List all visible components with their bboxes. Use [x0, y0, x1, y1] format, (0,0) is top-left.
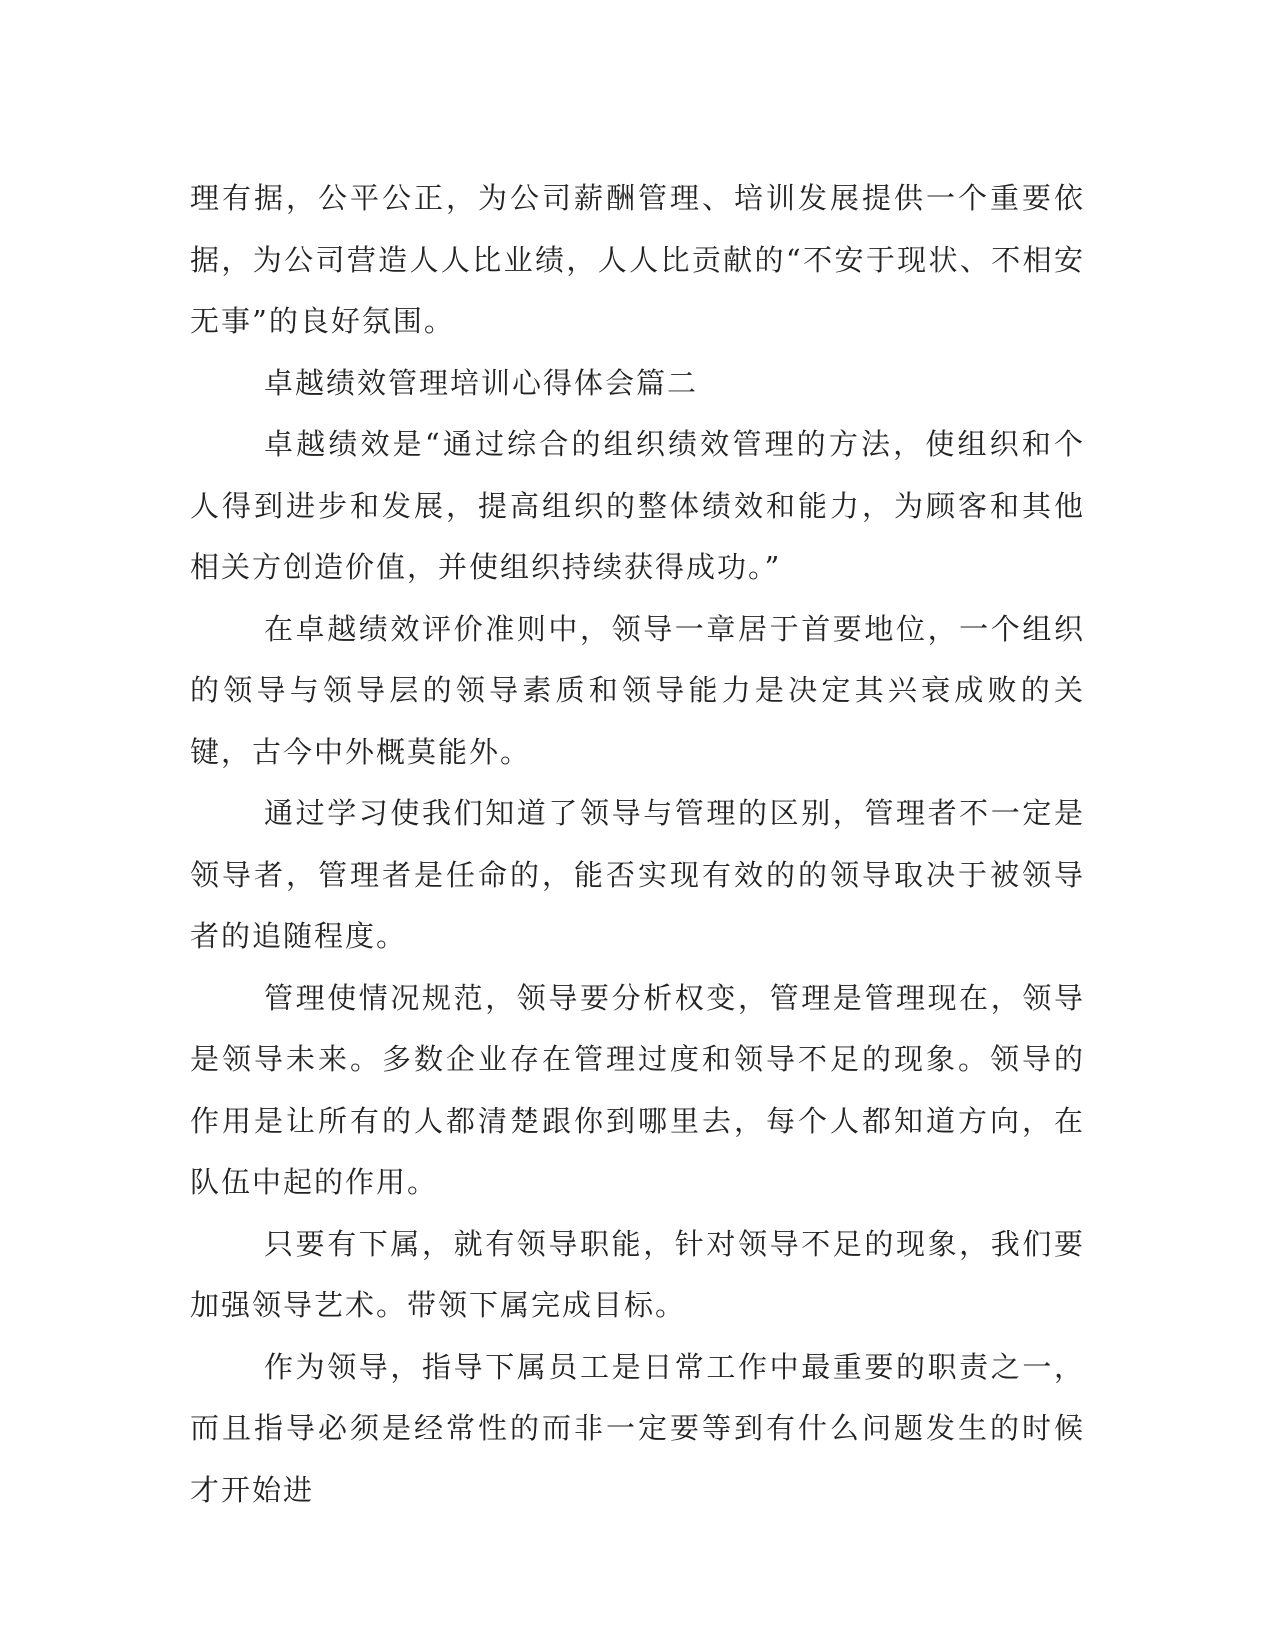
paragraph: 只要有下属，就有领导职能，针对领导不足的现象，我们要加强领导艺术。带领下属完成目标。: [190, 1226, 1085, 1322]
document-body: [190, 168, 1085, 1521]
paragraph: 在卓越绩效评价准则中，领导一章居于首要地位，一个组织的领导与领导层的领导素质和领导能力是决定其兴衰成败的关键，古今中外概莫能外。: [190, 611, 1085, 769]
paragraph: 管理使情况规范，领导要分析权变，管理是管理现在，领导是领导未来。多数企业存在管理过度和领导不足的现象。领导的作用是让所有的人都清楚跟你到哪里去，每个人都知道方向，在队伍中起的作用。: [190, 980, 1085, 1199]
section-heading: 卓越绩效管理培训心得体会篇二: [264, 365, 699, 400]
paragraph: 卓越绩效是“通过综合的组织绩效管理的方法，使组织和个人得到进步和发展，提高组织的整体绩效和能力，为顾客和其他相关方创造价值，并使组织持续获得成功。”: [190, 427, 1085, 584]
paragraph: 作为领导，指导下属员工是日常工作中最重要的职责之一，而且指导必须是经常性的而非一定要等到有什么问题发生的时候才开始进: [190, 1349, 1085, 1507]
paragraph: 通过学习使我们知道了领导与管理的区别，管理者不一定是领导者，管理者是任命的，能否实现有效的的领导取决于被领导者的追随程度。: [190, 796, 1085, 953]
paragraph-continuation: 理有据，公平公正，为公司薪酬管理、培训发展提供一个重要依据，为公司营造人人比业绩，人人比贡献的“不安于现状、不相安无事”的良好氛围。: [190, 181, 1085, 338]
